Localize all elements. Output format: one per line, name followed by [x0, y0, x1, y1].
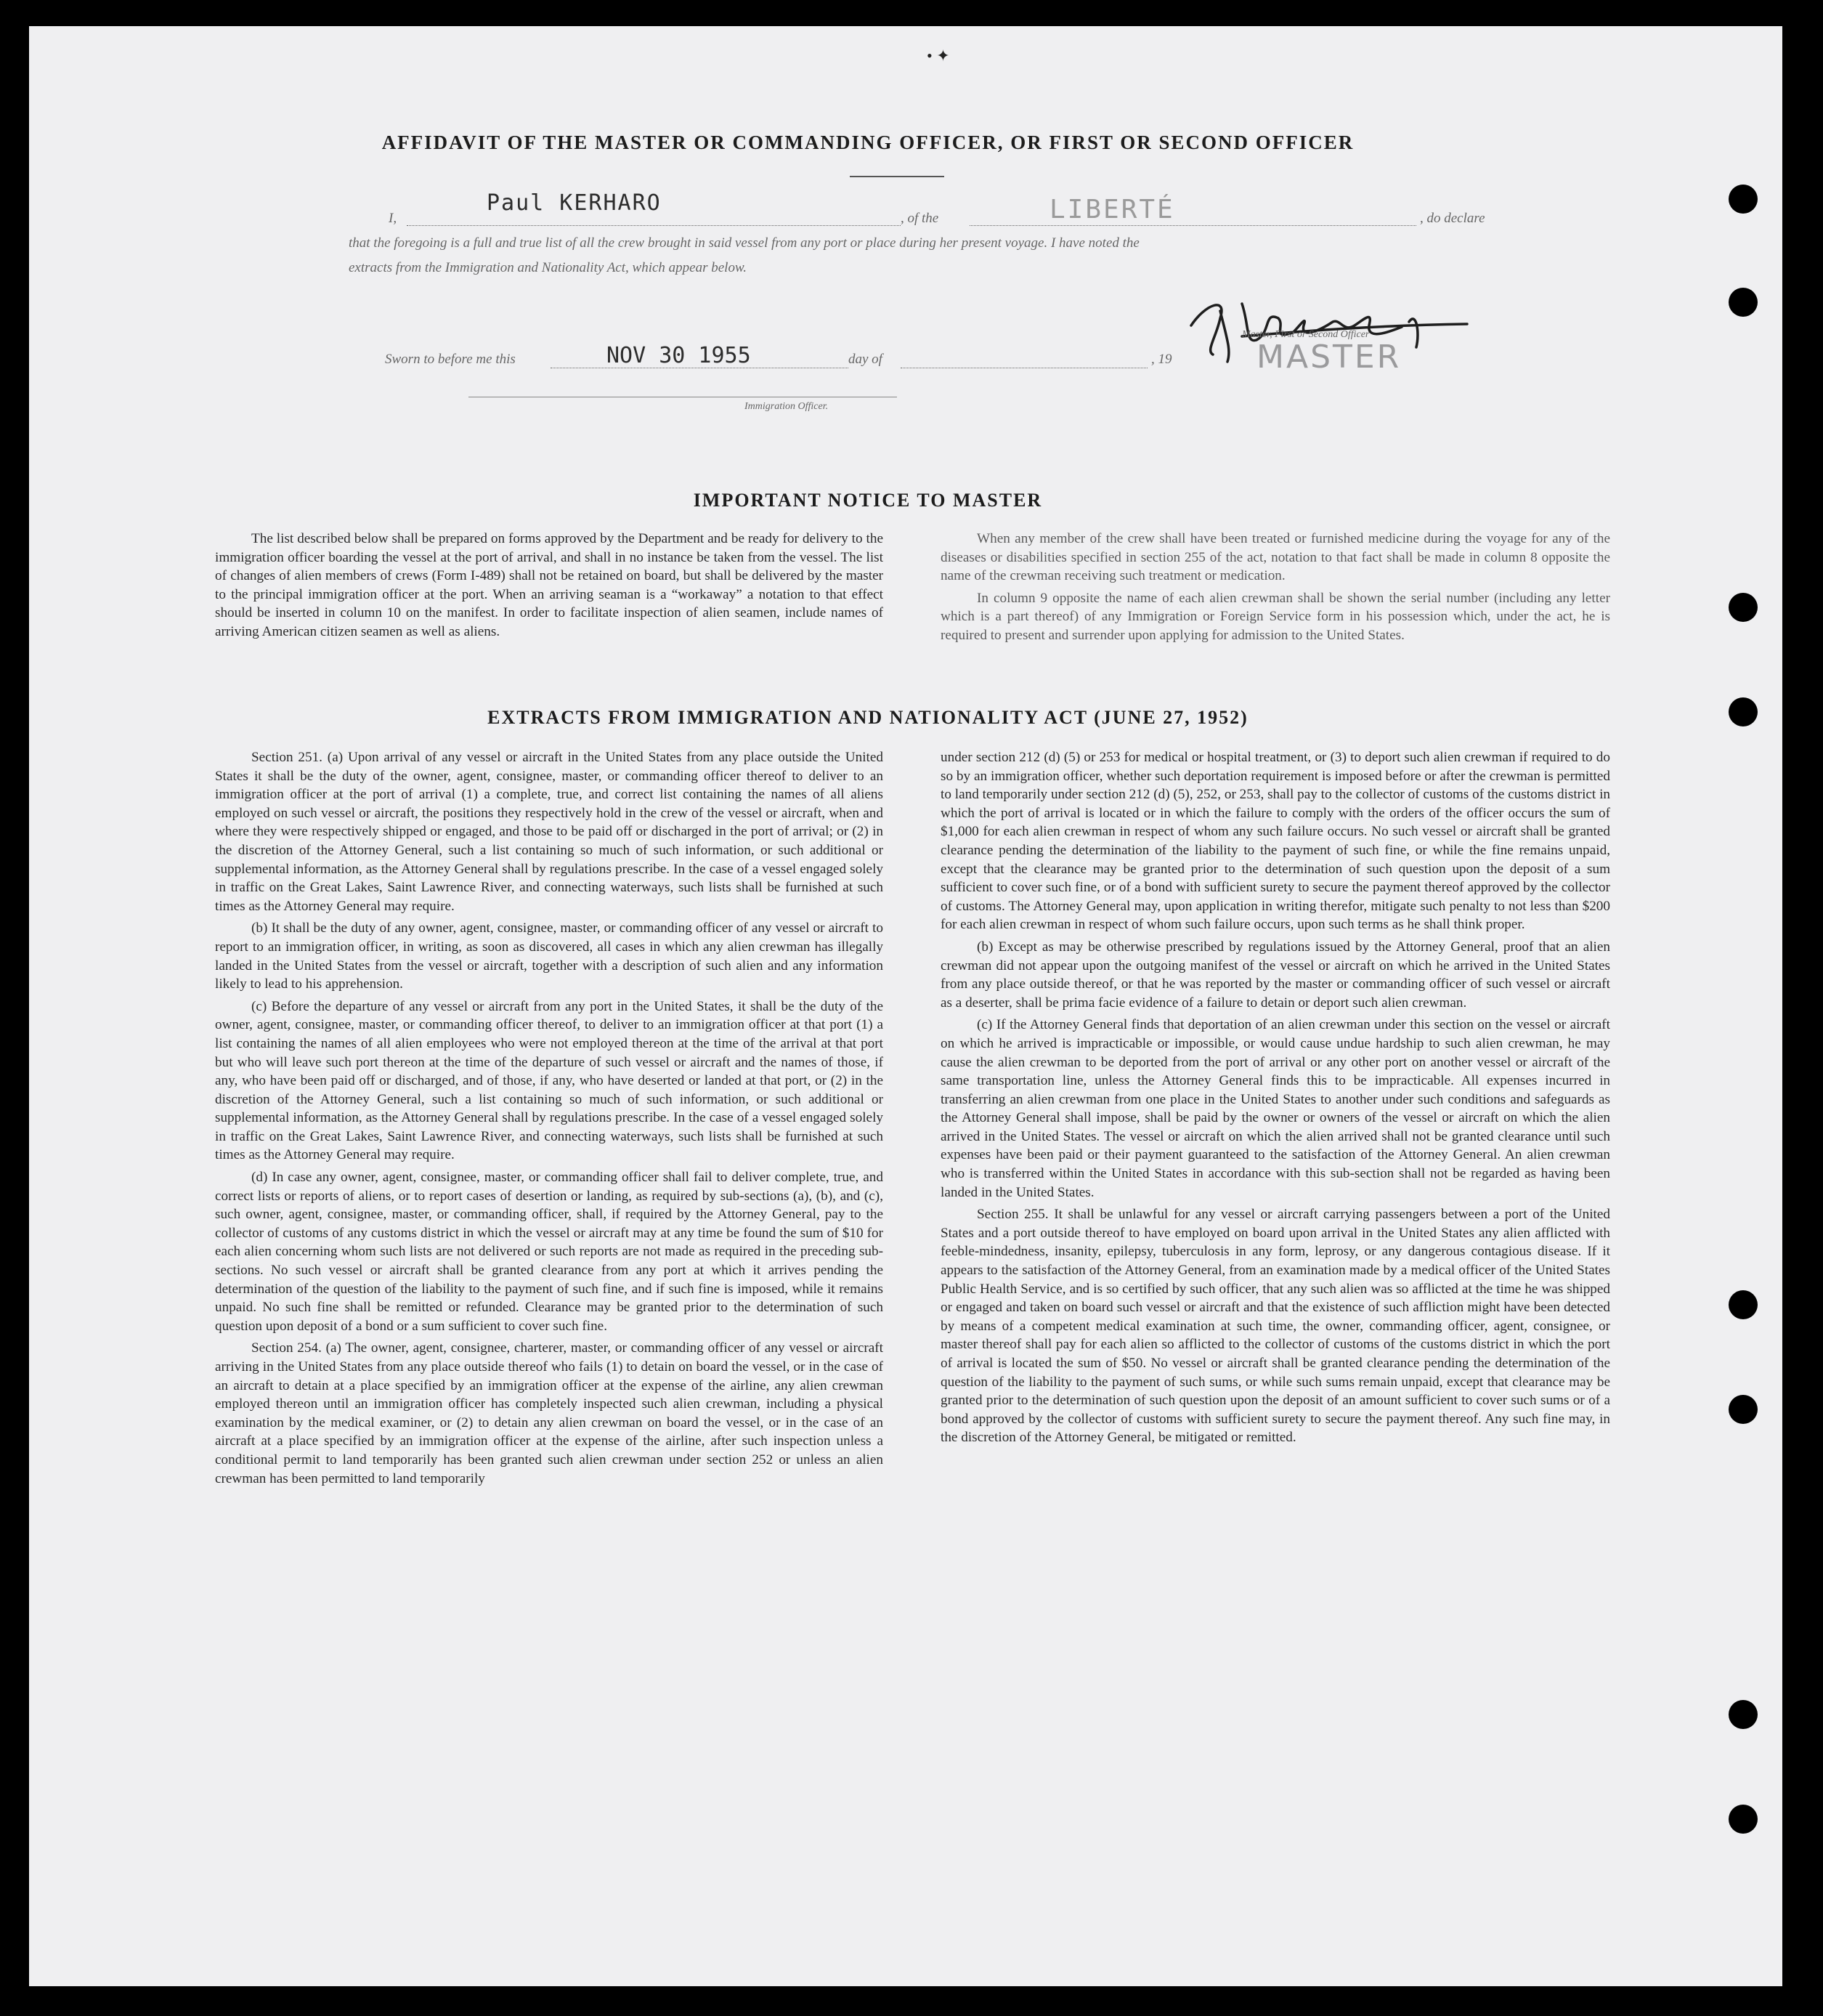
- section-254b: (b) Except as may be otherwise prescribed by regulations issued by the Attorney General, proof that an alien crewman did not appear upon the outgoing manifest of the vessel or aircraft on which he arrived in the United States from any place outside thereof, or that he was reported by the master or commanding officer of such vessel or aircraft as a deserter, shall be prima facie evidence of a failure to detain or deport such alien crewman.: [941, 939, 1610, 1011]
- notice-right-paragraph-2: In column 9 opposite the name of each alien crewman shall be shown the serial number (including any letter which is a part thereof) of any Immigration or Foreign Service form in his possession which, under the act, he is required to present and surrender upon applying for admission to the United States.: [941, 590, 1610, 643]
- day-of-label: day of: [848, 352, 882, 367]
- section-251a: Section 251. (a) Upon arrival of any vessel or aircraft in the United States from any place outside the United States it shall be the duty of the owner, agent, consignee, master, or commanding officer thereof to deliver to an immigration officer at the port of arrival (1) a complete, true, and correct list containing the names of all aliens employed on such vessel or aircraft, the positions they respectively hold in the crew of the vessel or aircraft, when and where they were respectively shipped or engaged, and those to be paid off or discharged in the port of arrival; or (2) in the discretion of the Attorney General, such a list containing so much of such information, or such additional or supplemental information, as the Attorney General shall by regulations prescribe. In the case of a vessel engaged solely in traffic on the Great Lakes, Saint Lawrence River, and connecting waterways, such lists shall be furnished at such times as the Attorney General may require.: [215, 750, 883, 914]
- master-stamp: MASTER: [1256, 339, 1402, 376]
- notice-right: [941, 530, 1610, 649]
- section-254a: Section 254. (a) The owner, agent, consignee, charterer, master, or commanding officer of any vessel or aircraft arriving in the United States from any place outside thereof who fails (1) to detain on board the vessel, or in the case of an aircraft to detain at a place specified by an immigration officer at the expense of the airline, any alien crewman employed thereon until an immigration officer has completely inspected such alien crewman, including a physical examination by the medical examiner, or (2) to detain any alien crewman on board the vessel, or in the case of an aircraft at a place specified by an immigration officer at the expense of the airline, after such inspection unless a conditional permit to land temporarily has been granted such alien crewman under section 252 or unless an alien crewman has been permitted to land temporarily: [215, 1340, 883, 1486]
- section-254a-continued: under section 212 (d) (5) or 253 for medical or hospital treatment, or (3) to deport such alien crewman if required to do so by an immigration officer, whether such deportation requirement is imposed before or after the crewman is permitted to land temporarily under section 212 (d) (5), 252, or 253, shall pay to the collector of customs of the customs district in which the port of arrival is located or in which the failure to comply with the orders of the officer occurs the sum of $1,000 for each alien crewman in respect of whom any such failure occurs. No such vessel or aircraft shall be granted clearance pending the determination of the liability to the payment of such fine, or while the fine remains unpaid, except that the clearance may be granted prior to the determination of such question upon the deposit of a sum sufficient to cover such fine, or of a bond with sufficient surety to secure the payment thereof approved by the collector of customs. The Attorney General may, upon application in writing therefor, mitigate such penalty to not less than $200 for each alien crewman in respect of whom such failure occurs, upon such terms as he shall think proper.: [941, 750, 1610, 933]
- extracts-right-column: [941, 748, 1610, 1451]
- section-254c: (c) If the Attorney General finds that deportation of an alien crewman under this section on the vessel or aircraft on which he arrived is impracticable or impossible, or would cause undue hardship to such alien crewman, he may cause the alien crewman to be deported from the port of arrival or any other port on another vessel or aircraft of the same transportation line, unless the Attorney General finds this to be impracticable. All expenses incurred in transferring an alien crewman from one place in the United States to another under such conditions and safeguards as the Attorney General shall impose, shall be paid by the owner or owners of the vessel or aircraft on which the alien arrived in the United States. The vessel or aircraft on which the alien arrived shall not be granted clearance until such expenses have been paid or their payment guaranteed to the satisfaction of the Attorney General. An alien crewman who is transferred within the United States in accordance with this sub-section shall not be regarded as having been landed in the United States.: [941, 1017, 1610, 1200]
- section-255: Section 255. It shall be unlawful for any vessel or aircraft carrying passengers between a port of the United States and a port outside thereof to have employed on board upon arrival in the United States any alien afflicted with feeble-mindedness, insanity, epilepsy, tuberculosis in any form, leprosy, or any dangerous contagious disease. If it appears to the satisfaction of the Attorney General, from an examination made by a medical officer of the United States Public Health Service, and is so certified by such officer, that any such alien was so afflicted at the time he was shipped or engaged and taken on board such vessel or aircraft and that the existence of such affliction might have been detected by means of a competent medical examination at such time, the owner, commanding officer, agent, consignee, or master thereof shall pay for each alien so afflicted to the collector of customs of the customs district in which the port of arrival is located the sum of $50. No vessel or aircraft shall be granted clearance pending the determination of the question of the liability to the payment of such sums, or while such sums remain unpaid, except that clearance may be granted prior to the determination of such question upon the deposit of an amount sufficient to cover such sums or of a bond approved by the collector of customs with sufficient surety to secure the payment thereof. Any such fine may, in the discretion of the Attorney General, be mitigated or remitted.: [941, 1207, 1610, 1446]
- notice-left: [215, 530, 883, 645]
- affidavit-title: AFFIDAVIT OF THE MASTER OR COMMANDING OFFICER, OR FIRST OR SECOND OFFICER: [381, 131, 1355, 153]
- do-declare-label: , do declare: [1420, 211, 1485, 226]
- immigration-officer-caption: Immigration Officer.: [744, 401, 829, 412]
- binder-hole: [1729, 1700, 1758, 1729]
- top-mark: • ✦: [927, 46, 950, 65]
- binder-hole: [1729, 1395, 1758, 1424]
- notice-left-paragraph: The list described below shall be prepared on forms approved by the Department and be ready for delivery to the immigration officer boarding the vessel at the port of arrival, and shall in no instance be taken from the vessel. The list of changes of alien members of crews (Form I-489) shall not be retained on board, but shall be delivered by the master to the principal immigration officer at the port. When an arriving seaman is a “workaway” a notation to that effect should be inserted in column 10 on the manifest. In order to facilitate inspection of alien seamen, include names of arriving American citizen seamen as well as aliens.: [215, 531, 883, 639]
- notice-title: IMPORTANT NOTICE TO MASTER: [693, 490, 1043, 511]
- notice-right-paragraph-1: When any member of the crew shall have been treated or furnished medicine during the voyage for any of the diseases or disabilities specified in section 255 of the act, notation to that fact shall be made in column 8 opposite the name of the crewman receiving such treatment or medication.: [941, 531, 1610, 584]
- extracts-left-column: [215, 748, 883, 1491]
- year-prefix: , 19: [1151, 352, 1172, 367]
- sworn-date: NOV 30 1955: [606, 343, 751, 368]
- declaration-statement-1: that the foregoing is a full and true list of all the crew brought in said vessel from any port or place during her present voyage. I have noted the: [349, 235, 1140, 251]
- officer-caption: Master, First or Second Officer: [1242, 329, 1370, 340]
- name-line: [407, 225, 901, 226]
- document-page: [29, 26, 1782, 1986]
- of-the-label: , of the: [901, 211, 939, 226]
- section-251b: (b) It shall be the duty of any owner, agent, consignee, master, or commanding officer of any vessel or aircraft to report to an immigration officer, in writing, as soon as discovered, all cases in which any alien crewman has illegally landed in the United States from the vessel or aircraft, together with a description of such alien and any information likely to lead to his apprehension.: [215, 920, 883, 992]
- master-name: Paul KERHARO: [487, 190, 662, 216]
- binder-hole: [1729, 288, 1758, 317]
- section-251c: (c) Before the departure of any vessel or aircraft from any port in the United States, it shall be the duty of the owner, agent, consignee, master, or commanding officer thereof, to deliver to an immigration officer at that port (1) a list containing the names of all alien employees who were not employed thereon at the time of the arrival at that port but who will leave such port thereon at the time of the departure of such vessel or aircraft and the names of those, if any, who have been paid off or discharged, and of those, if any, who have deserted or landed at that port, or (2) in the discretion of the Attorney General, such a list containing so much of such information, or such additional or supplemental information, as the Attorney General shall by regulations prescribe. In the case of a vessel engaged solely in traffic on the Great Lakes, Saint Lawrence River, and connecting waterways, such lists shall be furnished at such times as the Attorney General may require.: [215, 998, 883, 1163]
- vessel-line: [970, 225, 1416, 226]
- section-251d: (d) In case any owner, agent, consignee, master, or commanding officer shall fail to deliver complete, true, and correct lists or reports of aliens, or to report cases of desertion or landing, as required by sub-sections (a), (b), and (c), such owner, agent, consignee, master, or commanding officer, shall, if required by the Attorney General, pay to the collector of customs of any customs district in which the vessel or aircraft may at any time be found the sum of $10 for each alien concerning whom such lists are not delivered or such reports are not made as required in the preceding sub-sections. No such vessel or aircraft shall be granted clearance from any port at which it arrives pending the determination of the question of the liability to the payment of such fine, and if such fine is imposed, while it remains unpaid. No such fine shall be remitted or refunded. Clearance may be granted prior to the determination of such question upon deposit of a bond or a sum sufficient to cover such fine.: [215, 1170, 883, 1334]
- vessel-name: LIBERTÉ: [1049, 195, 1175, 224]
- declaration-prefix: I,: [389, 211, 397, 226]
- sworn-label: Sworn to before me this: [385, 352, 516, 367]
- binder-hole: [1729, 593, 1758, 622]
- binder-hole: [1729, 1805, 1758, 1834]
- binder-hole: [1729, 185, 1758, 214]
- declaration-statement-2: extracts from the Immigration and Nationality Act, which appear below.: [349, 260, 747, 275]
- title-rule: [850, 176, 944, 177]
- binder-hole: [1729, 697, 1758, 726]
- extracts-title: EXTRACTS FROM IMMIGRATION AND NATIONALITY ACT (JUNE 27, 1952): [487, 707, 1249, 728]
- binder-hole: [1729, 1290, 1758, 1319]
